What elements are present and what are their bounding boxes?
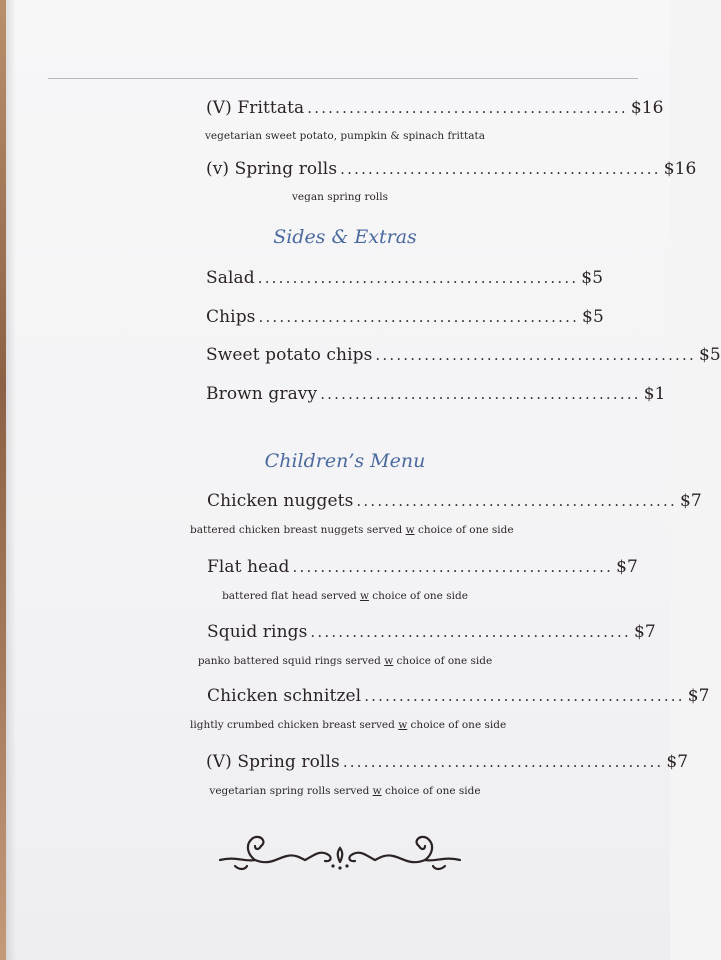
dot-leader: .............................................. xyxy=(356,492,677,510)
item-price: $5 xyxy=(582,307,604,327)
item-price: $7 xyxy=(679,491,702,511)
desc-with: w xyxy=(384,655,394,667)
menu-item-salad xyxy=(206,268,604,288)
item-name: Chips xyxy=(206,307,256,327)
menu-item-v-spring-rolls xyxy=(206,752,689,772)
item-price: $7 xyxy=(616,557,638,577)
desc-with: w xyxy=(359,590,369,602)
item-price: $7 xyxy=(687,686,710,706)
item-price: $7 xyxy=(633,622,656,642)
item-name: Flat head xyxy=(207,557,290,577)
dot-leader: .............................................. xyxy=(375,346,696,364)
desc-with: w xyxy=(405,524,415,536)
section-title-childrens-menu: Children’s Menu xyxy=(264,450,426,472)
desc-text: choice of one side xyxy=(368,590,468,602)
item-description: vegetarian sweet potato, pumpkin & spinach frittata xyxy=(205,130,485,142)
desc-text: choice of one side xyxy=(393,655,493,667)
desc-with: w xyxy=(372,785,382,797)
desc-text: lightly crumbed chicken breast served xyxy=(190,719,399,731)
dot-leader: .............................................. xyxy=(257,269,579,287)
edge-shadow xyxy=(6,0,16,960)
item-description xyxy=(190,719,507,731)
desc-text: battered chicken breast nuggets served xyxy=(190,524,406,536)
menu-item-chips xyxy=(206,307,604,327)
menu-item-squid-rings xyxy=(207,622,656,642)
item-description xyxy=(190,785,500,797)
item-name: Chicken nuggets xyxy=(207,491,354,511)
item-price: $7 xyxy=(666,752,689,772)
item-name: Chicken schnitzel xyxy=(207,686,362,706)
desc-text: panko battered squid rings served xyxy=(197,655,385,667)
dot-leader: .............................................. xyxy=(258,308,580,326)
item-name: Brown gravy xyxy=(206,384,318,404)
dot-leader: .............................................. xyxy=(310,623,631,641)
desc-text: choice of one side xyxy=(381,785,481,797)
menu-item-frittata xyxy=(206,98,664,118)
item-price: $1 xyxy=(643,384,666,404)
menu-item-flat-head xyxy=(207,557,638,577)
item-description xyxy=(200,590,490,602)
dot-leader: .............................................. xyxy=(364,687,685,705)
menu-item-chicken-schnitzel xyxy=(207,686,710,706)
desc-text: vegetarian spring rolls served xyxy=(209,785,373,797)
item-description: vegan spring rolls xyxy=(292,191,388,203)
item-description xyxy=(190,524,514,536)
dot-leader: .............................................. xyxy=(307,99,628,117)
item-name: (V) Frittata xyxy=(206,98,305,118)
item-name: Salad xyxy=(206,268,255,288)
item-description xyxy=(190,655,500,667)
item-price: $5 xyxy=(581,268,604,288)
item-price: $5 xyxy=(698,345,721,365)
item-name: Sweet potato chips xyxy=(206,345,373,365)
desc-text: choice of one side xyxy=(407,719,507,731)
ornamental-flourish-icon xyxy=(215,826,465,886)
dot-leader: .............................................. xyxy=(342,753,664,771)
menu-item-brown-gravy xyxy=(206,384,666,404)
dot-leader: .............................................. xyxy=(340,160,661,178)
item-price: $16 xyxy=(630,98,664,118)
dot-leader: .............................................. xyxy=(320,385,641,403)
item-name: Squid rings xyxy=(207,622,308,642)
top-divider xyxy=(48,78,638,79)
item-name: (v) Spring rolls xyxy=(206,159,338,179)
item-name: (V) Spring rolls xyxy=(206,752,340,772)
section-title-sides: Sides & Extras xyxy=(273,226,417,248)
menu-item-chicken-nuggets xyxy=(207,491,702,511)
menu-item-spring-rolls xyxy=(206,159,697,179)
menu-item-sweet-potato-chips xyxy=(206,345,721,365)
desc-with: w xyxy=(398,719,408,731)
desc-text: battered flat head served xyxy=(222,590,360,602)
item-price: $16 xyxy=(663,159,697,179)
dot-leader: .............................................. xyxy=(292,558,614,576)
desc-text: choice of one side xyxy=(414,524,514,536)
